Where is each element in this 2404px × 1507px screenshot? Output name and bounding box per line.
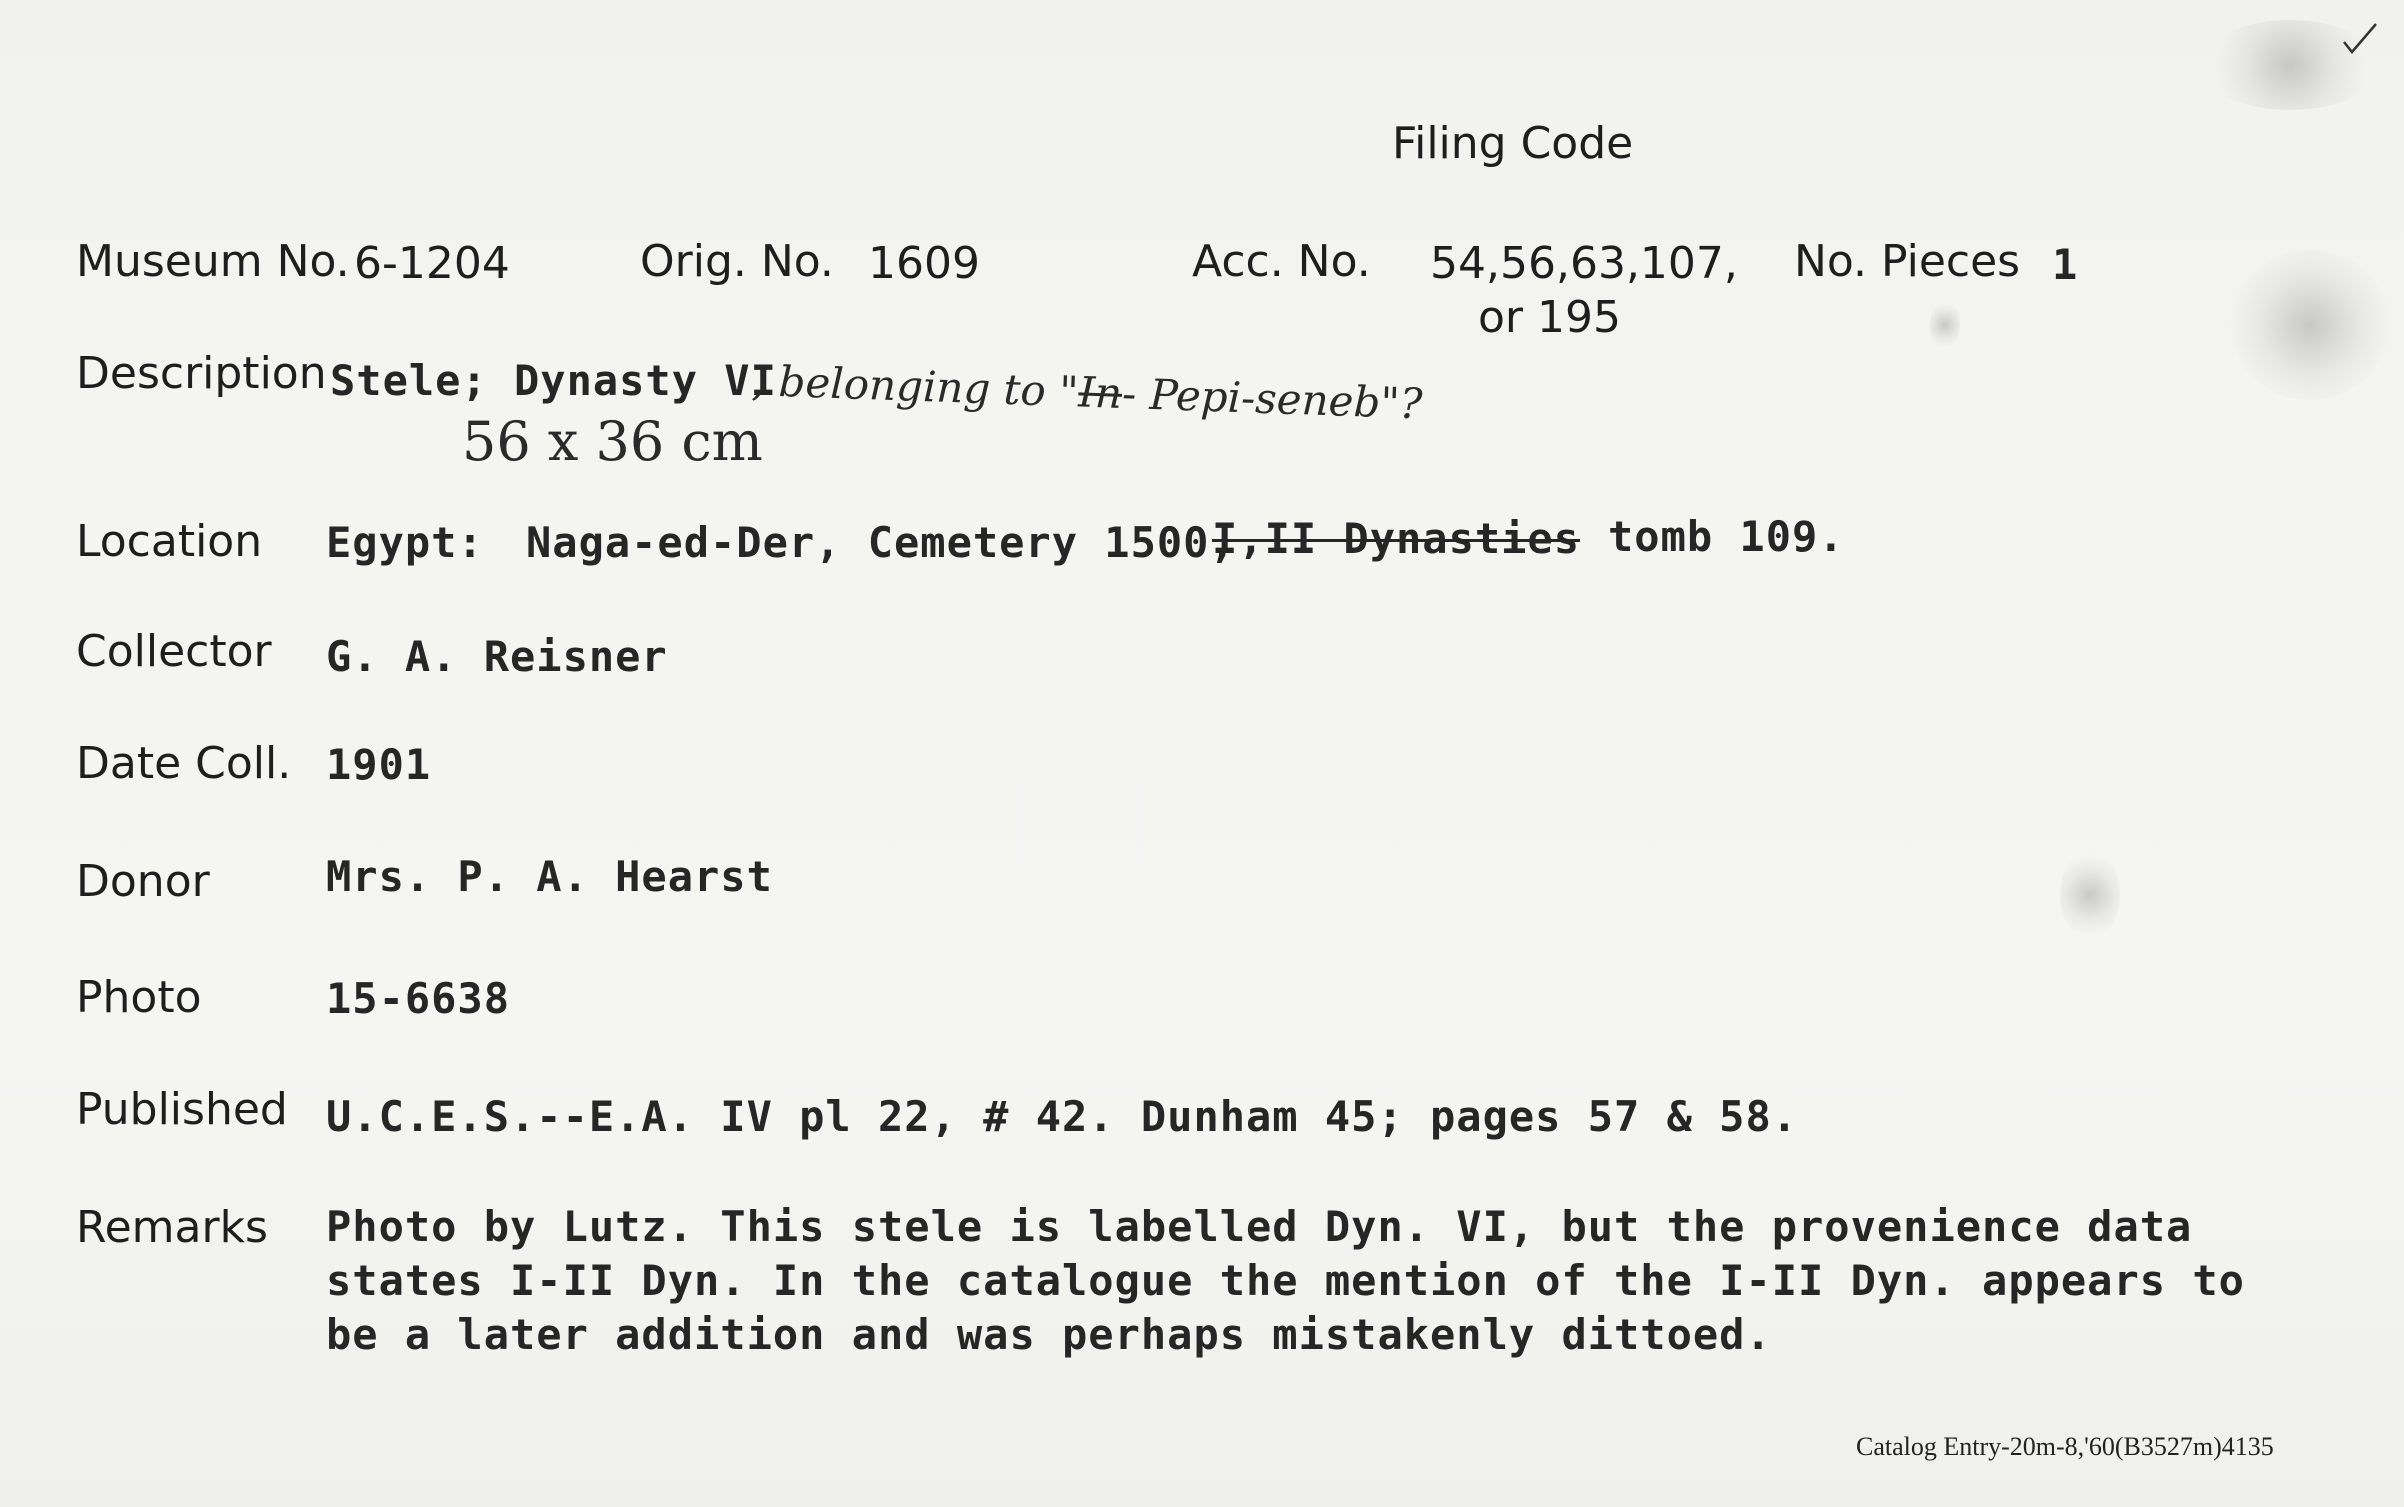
orig-no-value: 1609 (868, 238, 980, 289)
acc-no-value: 54,56,63,107, (1430, 238, 1738, 289)
date-value: 1901 (326, 740, 432, 789)
orig-no-label: Orig. No. (640, 236, 834, 287)
location-place: Naga-ed-Der, Cemetery 1500, (526, 518, 1236, 567)
location-struck: I,II Dynasties (1212, 514, 1581, 563)
smudge-mark (1930, 300, 1960, 350)
published-value: U.C.E.S.--E.A. IV pl 22, # 42. Dunham 45; pages 57 & 58. (326, 1092, 1799, 1141)
remarks-line-3: be a later addition and was perhaps mistakenly dittoed. (326, 1310, 1772, 1359)
smudge-mark (2060, 850, 2120, 940)
checkmark-icon (2340, 20, 2380, 60)
description-label: Description (76, 348, 327, 399)
photo-value: 15-6638 (326, 974, 511, 1023)
remarks-label: Remarks (76, 1202, 268, 1253)
published-label: Published (76, 1084, 288, 1135)
pieces-label: No. Pieces (1794, 236, 2021, 287)
photo-label: Photo (76, 972, 202, 1023)
description-hand-part-2: - Pepi-seneb"? (1121, 368, 1424, 429)
remarks-line-1: Photo by Lutz. This stele is labelled Dyn. VI, but the provenience data (326, 1202, 2193, 1251)
description-dimensions: 56 x 36 cm (462, 410, 763, 473)
catalog-entry-footer: Catalog Entry-20m-8,'60(B3527m)4135 (1856, 1432, 2274, 1461)
description-hand-part-1: , belonging to " (751, 356, 1080, 417)
pieces-value: 1 (2052, 240, 2079, 289)
location-country: Egypt: (326, 518, 484, 567)
filing-code-label: Filing Code (1392, 118, 1634, 169)
remarks-line-2: states I-II Dyn. In the catalogue the mention of the I-II Dyn. appears to (326, 1256, 2245, 1305)
description-hand-struck: In (1077, 367, 1123, 418)
donor-label: Donor (76, 856, 210, 907)
description-handwritten (751, 356, 1423, 428)
location-tomb: tomb 109. (1608, 512, 1845, 561)
date-label: Date Coll. (76, 738, 292, 789)
collector-value: G. A. Reisner (326, 632, 668, 681)
location-label: Location (76, 516, 263, 567)
smudge-mark (2230, 250, 2390, 400)
museum-no-label: Museum No. (76, 236, 350, 287)
acc-no-label: Acc. No. (1192, 236, 1371, 287)
description-typed: Stele; Dynasty VI (330, 356, 777, 405)
acc-no-alt: or 195 (1478, 292, 1621, 343)
collector-label: Collector (76, 626, 272, 677)
museum-no-value: 6-1204 (354, 238, 510, 289)
donor-value: Mrs. P. A. Hearst (326, 852, 773, 901)
